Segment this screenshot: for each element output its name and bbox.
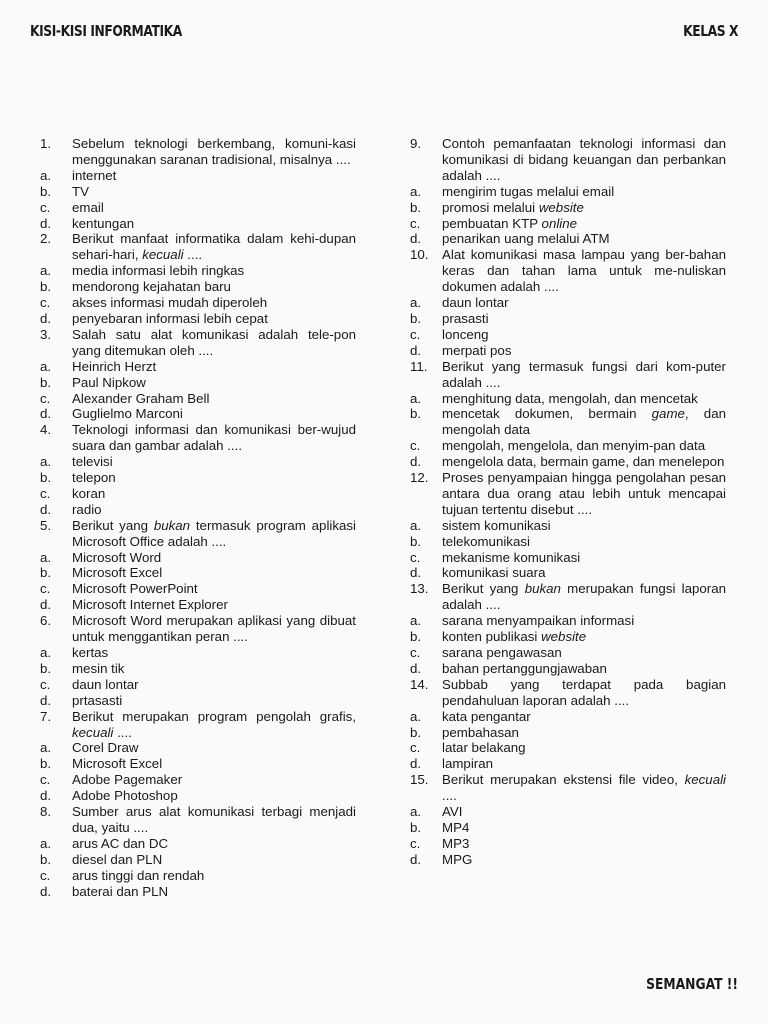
question-item <box>40 231 356 263</box>
option-letter: d. <box>410 756 422 772</box>
answer-option <box>40 852 356 868</box>
answer-option <box>40 645 356 661</box>
question-text: Contoh pemanfaatan teknologi informasi dan komunikasi di bidang keuangan dan perbankan adalah .... <box>442 136 726 183</box>
question-item <box>410 136 726 184</box>
answer-option <box>410 343 726 359</box>
option-letter: b. <box>410 199 422 215</box>
question-number: 9. <box>410 136 422 151</box>
option-letter: c. <box>410 438 421 454</box>
option-letter: a. <box>40 263 52 279</box>
answer-option <box>40 597 356 613</box>
option-text: mesin tik <box>72 660 125 676</box>
option-letter: c. <box>40 485 51 501</box>
question-text: Subbab yang terdapat pada bagian pendahuluan laporan adalah .... <box>442 676 726 708</box>
question-item <box>40 709 356 741</box>
emphasis-text: website <box>541 629 587 645</box>
footer-text: SEMANGAT !! <box>646 975 738 993</box>
option-letter: a. <box>40 358 52 374</box>
answer-option <box>40 740 356 756</box>
answer-option <box>40 550 356 566</box>
left-column <box>40 136 356 900</box>
option-text: kertas <box>72 645 109 660</box>
option-text: mencetak dokumen, bermain game, dan mengolah data <box>442 406 726 438</box>
answer-option <box>40 184 356 200</box>
question-number: 13. <box>410 581 429 597</box>
option-text: Heinrich Herzt <box>72 358 157 374</box>
option-text: Corel Draw <box>72 740 139 756</box>
option-text: MP4 <box>442 819 470 835</box>
option-text: arus AC dan DC <box>72 835 169 851</box>
emphasis-text: kecuali <box>684 772 726 788</box>
question-text: Salah satu alat komunikasi adalah tele-pon yang ditemukan oleh .... <box>72 326 356 358</box>
answer-option <box>40 168 356 184</box>
option-text: latar belakang <box>442 740 526 756</box>
option-text: menghitung data, mengolah, dan mencetak <box>442 390 698 406</box>
answer-option <box>410 756 726 772</box>
option-letter: c. <box>40 295 51 311</box>
question-text: Berikut yang bukan termasuk program aplikasi Microsoft Office adalah .... <box>72 517 357 549</box>
option-letter: a. <box>410 517 422 533</box>
option-text: prtasasti <box>72 692 123 708</box>
option-text: koran <box>72 485 106 501</box>
answer-option <box>410 311 726 327</box>
option-text: daun lontar <box>72 676 139 692</box>
answer-option <box>410 438 726 454</box>
answer-option <box>40 661 356 677</box>
option-letter: d. <box>40 692 52 708</box>
option-letter: b. <box>40 851 52 867</box>
answer-option <box>40 868 356 884</box>
option-text: diesel dan PLN <box>72 851 163 867</box>
option-letter: b. <box>410 533 422 549</box>
answer-option <box>40 470 356 486</box>
option-letter: d. <box>40 501 52 517</box>
emphasis-text: bukan <box>153 517 191 533</box>
answer-option <box>410 454 726 470</box>
answer-option <box>410 391 726 407</box>
question-number: 6. <box>40 613 52 629</box>
option-letter: d. <box>410 231 422 247</box>
option-letter: c. <box>40 390 51 406</box>
question-number: 12. <box>410 470 429 486</box>
question-item <box>410 581 726 613</box>
option-text: MPG <box>442 851 473 867</box>
option-text: internet <box>72 167 117 183</box>
option-text: Microsoft Word <box>72 549 162 565</box>
option-letter: d. <box>40 310 52 326</box>
option-letter: a. <box>410 804 422 820</box>
answer-option <box>40 359 356 375</box>
option-letter: a. <box>40 454 52 470</box>
question-number: 14. <box>410 676 429 692</box>
emphasis-text: kecuali <box>72 724 114 740</box>
option-text: akses informasi mudah diperoleh <box>72 295 268 311</box>
option-letter: a. <box>410 390 422 406</box>
option-text: Guglielmo Marconi <box>72 406 183 422</box>
option-letter: d. <box>410 851 422 867</box>
option-text: mekanisme komunikasi <box>442 549 581 565</box>
option-text: Microsoft Excel <box>72 565 163 581</box>
option-letter: a. <box>40 645 52 660</box>
option-text: telepon <box>72 470 116 486</box>
answer-option <box>410 709 726 725</box>
right-column <box>410 136 726 868</box>
answer-option <box>40 581 356 597</box>
answer-option <box>410 629 726 645</box>
option-letter: c. <box>410 215 421 231</box>
answer-option <box>40 311 356 327</box>
option-letter: a. <box>40 740 52 756</box>
option-text: sarana menyampaikan informasi <box>442 613 635 629</box>
question-text: Berikut manfaat informatika dalam kehi-dupan sehari-hari, kecuali .... <box>72 231 356 263</box>
option-letter: c. <box>410 645 421 660</box>
option-letter: d. <box>40 788 52 804</box>
option-letter: a. <box>410 295 422 311</box>
answer-option <box>410 550 726 566</box>
option-letter: c. <box>40 199 51 215</box>
option-text: mengirim tugas melalui email <box>442 183 615 199</box>
option-letter: b. <box>410 724 422 740</box>
option-text: promosi melalui website <box>442 199 584 215</box>
answer-option <box>410 406 726 438</box>
question-item <box>40 804 356 836</box>
option-letter: c. <box>40 772 51 788</box>
answer-option <box>40 391 356 407</box>
option-letter: c. <box>410 549 421 565</box>
question-number: 8. <box>40 804 52 820</box>
option-letter: b. <box>410 629 422 645</box>
emphasis-text: game <box>651 406 685 422</box>
option-text: penarikan uang melalui ATM <box>442 231 610 247</box>
option-text: MP3 <box>442 835 470 851</box>
option-text: prasasti <box>442 310 489 326</box>
answer-option <box>410 852 726 868</box>
option-text: konten publikasi website <box>442 629 587 645</box>
answer-option <box>40 772 356 788</box>
option-text: TV <box>72 183 89 199</box>
option-letter: d. <box>40 597 52 613</box>
answer-option <box>40 677 356 693</box>
emphasis-text: online <box>541 215 578 231</box>
option-text: email <box>72 199 104 215</box>
question-text: Berikut yang bukan merupakan fungsi laporan adalah .... <box>442 581 727 613</box>
question-item <box>410 677 726 709</box>
answer-option <box>40 486 356 502</box>
answer-option <box>410 327 726 343</box>
option-text: lonceng <box>442 326 489 342</box>
question-text: Sumber arus alat komunikasi terbagi menjadi dua, yaitu .... <box>72 804 356 835</box>
option-letter: b. <box>40 279 52 295</box>
option-letter: b. <box>40 183 52 199</box>
option-text: radio <box>72 501 102 517</box>
question-item <box>410 470 726 518</box>
option-letter: b. <box>40 756 52 772</box>
option-letter: d. <box>40 883 52 899</box>
answer-option <box>40 756 356 772</box>
answer-option <box>410 820 726 836</box>
option-text: penyebaran informasi lebih cepat <box>72 310 268 326</box>
question-item <box>40 422 356 454</box>
option-letter: c. <box>410 740 421 756</box>
option-letter: c. <box>40 581 51 597</box>
answer-option <box>410 804 726 820</box>
answer-option <box>410 534 726 550</box>
option-text: komunikasi suara <box>442 565 546 581</box>
answer-option <box>410 725 726 741</box>
emphasis-text: website <box>538 199 584 215</box>
class-label: KELAS X <box>682 22 738 40</box>
option-text: mendorong kejahatan baru <box>72 279 231 295</box>
option-text: mengolah, mengelola, dan menyim-pan data <box>442 438 706 454</box>
option-letter: d. <box>410 565 422 581</box>
question-number: 11. <box>410 358 428 374</box>
option-letter: c. <box>410 326 421 342</box>
answer-option <box>40 693 356 709</box>
answer-option <box>410 200 726 216</box>
option-letter: c. <box>410 835 421 851</box>
option-text: daun lontar <box>442 295 509 311</box>
question-text: Berikut yang termasuk fungsi dari kom-puter adalah .... <box>442 358 726 390</box>
emphasis-text: bukan <box>524 581 561 597</box>
question-number: 2. <box>40 231 52 247</box>
answer-option <box>40 406 356 422</box>
answer-option <box>40 454 356 470</box>
answer-option <box>410 740 726 756</box>
option-text: pembahasan <box>442 724 519 740</box>
question-text: Alat komunikasi masa lampau yang ber-bahan keras dan tahan lama untuk me-nuliskan dokumen adalah .... <box>442 247 726 295</box>
option-text: merpati pos <box>442 342 512 358</box>
option-text: lampiran <box>442 756 493 772</box>
question-item <box>40 136 356 168</box>
option-letter: b. <box>410 406 422 422</box>
option-text: sarana pengawasan <box>442 645 562 660</box>
question-text: Teknologi informasi dan komunikasi ber-wujud suara dan gambar adalah .... <box>72 422 356 454</box>
option-text: kentungan <box>72 215 135 231</box>
option-letter: b. <box>410 310 422 326</box>
option-letter: a. <box>40 549 52 565</box>
option-letter: d. <box>410 660 422 676</box>
question-number: 4. <box>40 422 52 438</box>
option-letter: b. <box>40 374 52 390</box>
page-title: KISI-KISI INFORMATIKA <box>30 22 182 40</box>
option-letter: b. <box>40 470 52 486</box>
question-item <box>410 359 726 391</box>
question-item <box>410 247 726 295</box>
option-text: AVI <box>442 804 463 820</box>
answer-option <box>40 502 356 518</box>
answer-option <box>410 613 726 629</box>
answer-option <box>40 295 356 311</box>
option-text: Microsoft Internet Explorer <box>72 597 228 613</box>
answer-option <box>410 518 726 534</box>
question-number: 7. <box>40 708 52 724</box>
answer-option <box>40 279 356 295</box>
question-number: 3. <box>40 326 52 342</box>
answer-option <box>410 836 726 852</box>
question-item <box>410 772 726 804</box>
option-text: Adobe Pagemaker <box>72 772 183 788</box>
question-text: Microsoft Word merupakan aplikasi yang dibuat untuk menggantikan peran .... <box>72 613 356 645</box>
answer-option <box>40 836 356 852</box>
option-letter: a. <box>410 613 422 629</box>
answer-option <box>410 661 726 677</box>
question-number: 1. <box>40 136 52 151</box>
question-number: 5. <box>40 517 52 533</box>
option-text: pembuatan KTP online <box>442 215 578 231</box>
question-text: Berikut merupakan ekstensi file video, kecuali .... <box>442 772 726 804</box>
question-item <box>40 613 356 645</box>
question-item <box>40 518 356 550</box>
emphasis-text: kecuali <box>142 247 184 263</box>
option-text: Paul Nipkow <box>72 374 146 390</box>
answer-option <box>410 231 726 247</box>
option-letter: a. <box>410 708 422 724</box>
option-letter: d. <box>410 342 422 358</box>
option-letter: d. <box>410 454 422 470</box>
answer-option <box>40 375 356 391</box>
option-letter: c. <box>40 867 51 883</box>
option-text: Adobe Photoshop <box>72 788 178 804</box>
answer-option <box>410 645 726 661</box>
answer-option <box>40 788 356 804</box>
option-text: Microsoft Excel <box>72 756 163 772</box>
option-letter: b. <box>410 819 422 835</box>
answer-option <box>410 295 726 311</box>
option-letter: a. <box>40 835 52 851</box>
question-item <box>40 327 356 359</box>
question-number: 15. <box>410 772 429 788</box>
option-text: sistem komunikasi <box>442 517 551 533</box>
answer-option <box>410 216 726 232</box>
answer-option <box>40 200 356 216</box>
option-letter: a. <box>410 183 422 199</box>
answer-option <box>40 884 356 900</box>
option-text: televisi <box>72 454 113 470</box>
option-text: arus tinggi dan rendah <box>72 867 205 883</box>
question-number: 10. <box>410 247 429 263</box>
option-text: telekomunikasi <box>442 533 530 549</box>
answer-option <box>410 565 726 581</box>
option-letter: c. <box>40 676 51 692</box>
answer-option <box>40 263 356 279</box>
option-text: mengelola data, bermain game, dan menelepon <box>442 454 725 470</box>
answer-option <box>410 184 726 200</box>
question-text: Berikut merupakan program pengolah grafis, kecuali .... <box>72 708 356 740</box>
option-letter: d. <box>40 215 52 231</box>
option-letter: b. <box>40 565 52 581</box>
option-letter: a. <box>40 167 52 183</box>
option-letter: b. <box>40 660 52 676</box>
answer-option <box>40 216 356 232</box>
option-text: bahan pertanggungjawaban <box>442 660 607 676</box>
option-letter: d. <box>40 406 52 422</box>
option-text: Alexander Graham Bell <box>72 390 210 406</box>
option-text: kata pengantar <box>442 708 531 724</box>
option-text: baterai dan PLN <box>72 883 169 899</box>
question-text: Proses penyampaian hingga pengolahan pesan antara dua orang atau lebih untuk mencapai tujuan tertentu disebut .... <box>442 470 726 517</box>
answer-option <box>40 565 356 581</box>
question-text: Sebelum teknologi berkembang, komuni-kasi menggunakan saranan tradisional, misalnya .... <box>72 136 356 167</box>
option-text: media informasi lebih ringkas <box>72 263 245 279</box>
option-text: Microsoft PowerPoint <box>72 581 198 597</box>
